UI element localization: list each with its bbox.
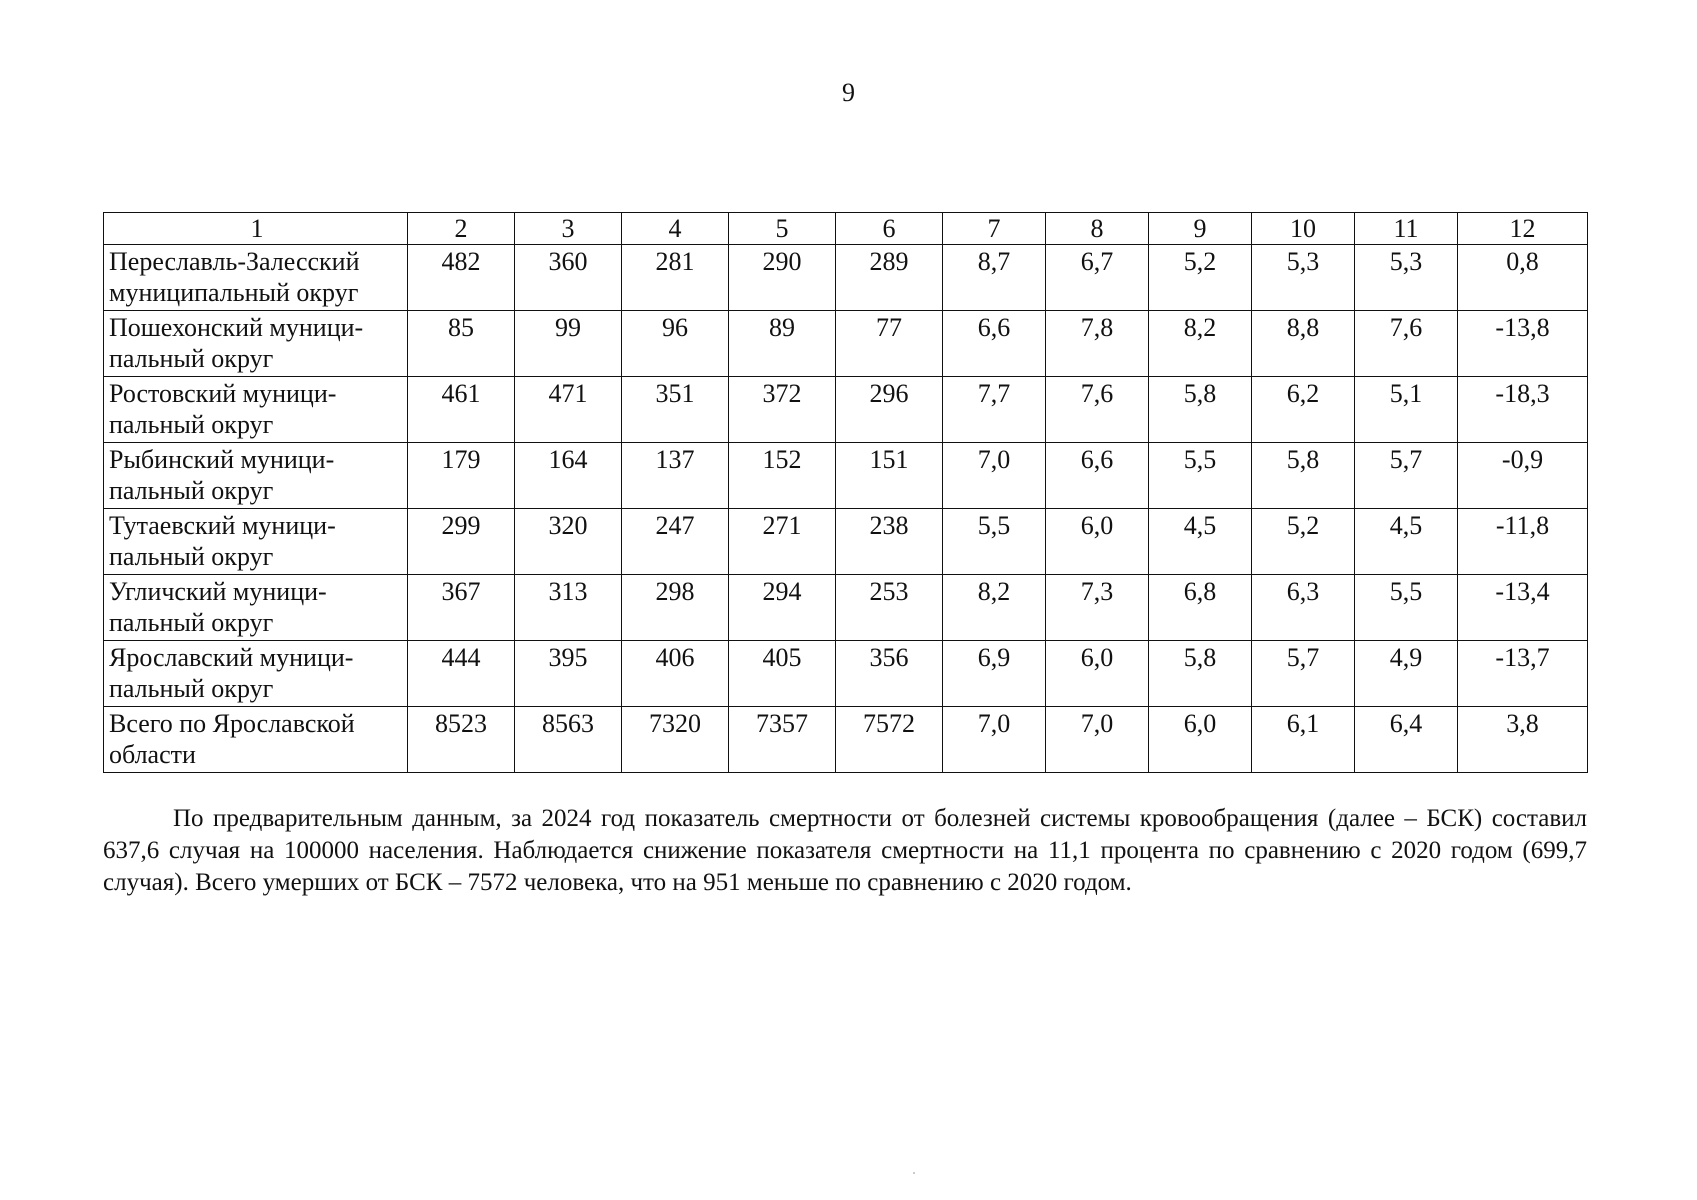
district-name-line: пальный округ [109,476,274,505]
value-cell: 151 [836,443,943,509]
table-header-row [104,213,1588,245]
value-cell: 5,5 [1149,443,1252,509]
value-cell: 7,6 [1355,311,1458,377]
district-name-cell [104,311,408,377]
value-cell: 281 [622,245,729,311]
value-cell: 6,0 [1046,509,1149,575]
value-cell: 5,1 [1355,377,1458,443]
value-cell: 7,0 [1046,707,1149,773]
value-cell: 6,4 [1355,707,1458,773]
value-cell: 6,6 [1046,443,1149,509]
value-cell: 7572 [836,707,943,773]
value-cell: 5,7 [1355,443,1458,509]
value-cell: 296 [836,377,943,443]
value-cell: 96 [622,311,729,377]
value-cell: 6,7 [1046,245,1149,311]
value-cell: 89 [729,311,836,377]
district-name-line: Тутаевский муници- [109,511,336,540]
value-cell: 7,6 [1046,377,1149,443]
value-cell: 5,2 [1149,245,1252,311]
value-cell: 320 [515,509,622,575]
value-cell: 294 [729,575,836,641]
value-cell: -0,9 [1458,443,1588,509]
value-cell: 395 [515,641,622,707]
column-number-header: 4 [622,213,729,245]
district-name-line: пальный округ [109,344,274,373]
value-cell: 5,5 [943,509,1046,575]
value-cell: 471 [515,377,622,443]
value-cell: 3,8 [1458,707,1588,773]
column-number-header: 3 [515,213,622,245]
value-cell: 8563 [515,707,622,773]
district-name-cell [104,443,408,509]
value-cell: 313 [515,575,622,641]
district-name-line: пальный округ [109,410,274,439]
value-cell: 5,8 [1149,377,1252,443]
value-cell: 6,0 [1046,641,1149,707]
column-number-header: 8 [1046,213,1149,245]
district-name-line: муниципальный округ [109,278,359,307]
column-number-header: 9 [1149,213,1252,245]
column-number-header: 10 [1252,213,1355,245]
value-cell: 5,3 [1355,245,1458,311]
district-name-cell [104,575,408,641]
value-cell: 5,3 [1252,245,1355,311]
value-cell: 461 [408,377,515,443]
value-cell: 360 [515,245,622,311]
page-number: 9 [842,78,855,107]
value-cell: 271 [729,509,836,575]
column-number-header: 1 [104,213,408,245]
value-cell: 7320 [622,707,729,773]
column-number-header: 7 [943,213,1046,245]
table-row [104,443,1588,509]
value-cell: 179 [408,443,515,509]
value-cell: 85 [408,311,515,377]
value-cell: 8,8 [1252,311,1355,377]
value-cell: 247 [622,509,729,575]
district-name-line: пальный округ [109,608,274,637]
column-number-header: 2 [408,213,515,245]
value-cell: 6,1 [1252,707,1355,773]
column-number-header: 5 [729,213,836,245]
district-name-cell [104,707,408,773]
value-cell: 8,2 [1149,311,1252,377]
value-cell: 99 [515,311,622,377]
value-cell: 238 [836,509,943,575]
value-cell: -13,4 [1458,575,1588,641]
value-cell: 290 [729,245,836,311]
value-cell: 5,8 [1149,641,1252,707]
value-cell: 8,7 [943,245,1046,311]
district-name-line: Угличский муници- [109,577,327,606]
district-name-line: Рыбинский муници- [109,445,335,474]
value-cell: 8,2 [943,575,1046,641]
district-name-cell [104,641,408,707]
column-number-header: 12 [1458,213,1588,245]
table-row [104,245,1588,311]
value-cell: -13,7 [1458,641,1588,707]
value-cell: 7357 [729,707,836,773]
district-name-line: пальный округ [109,674,274,703]
district-name-cell [104,509,408,575]
district-name-cell [104,377,408,443]
value-cell: 7,7 [943,377,1046,443]
value-cell: 5,5 [1355,575,1458,641]
value-cell: 137 [622,443,729,509]
value-cell: 152 [729,443,836,509]
value-cell: 77 [836,311,943,377]
table-row [104,575,1588,641]
district-name-line: Пошехонский муници- [109,313,364,342]
value-cell: 253 [836,575,943,641]
value-cell: 5,2 [1252,509,1355,575]
value-cell: 406 [622,641,729,707]
district-name-line: Переславль-Залесский [109,247,360,276]
value-cell: 7,0 [943,443,1046,509]
value-cell: 0,8 [1458,245,1588,311]
district-name-cell [104,245,408,311]
value-cell: 289 [836,245,943,311]
table-row [104,707,1588,773]
column-number-header: 11 [1355,213,1458,245]
summary-paragraph: По предварительным данным, за 2024 год показатель смертности от болезней системы кровообращения (далее – БСК) составил 637,6 случая на 100000 населения. Наблюдается снижение показателя смертности на 11,1 процента по сравнению с 2020 годом (699,7 случая). Всего умерших от БСК – 7572 человека, что на 951 меньше по сравнению с 2020 годом. [103,805,1587,896]
value-cell: 367 [408,575,515,641]
value-cell: -11,8 [1458,509,1588,575]
scan-speck [913,1172,915,1174]
table-row [104,509,1588,575]
statistics-table-container [103,212,1587,773]
value-cell: 164 [515,443,622,509]
value-cell: 4,9 [1355,641,1458,707]
statistics-table [103,212,1588,773]
value-cell: 5,8 [1252,443,1355,509]
value-cell: 6,0 [1149,707,1252,773]
value-cell: -13,8 [1458,311,1588,377]
table-row [104,641,1588,707]
value-cell: 351 [622,377,729,443]
value-cell: 7,8 [1046,311,1149,377]
value-cell: 6,3 [1252,575,1355,641]
value-cell: 8523 [408,707,515,773]
value-cell: 405 [729,641,836,707]
value-cell: 7,3 [1046,575,1149,641]
column-number-header: 6 [836,213,943,245]
value-cell: 298 [622,575,729,641]
district-name-line: Ярославский муници- [109,643,354,672]
district-name-line: Всего по Ярославской [109,709,355,738]
table-row [104,311,1588,377]
district-name-line: пальный округ [109,542,274,571]
value-cell: 4,5 [1355,509,1458,575]
value-cell: 6,2 [1252,377,1355,443]
value-cell: -18,3 [1458,377,1588,443]
district-name-line: Ростовский муници- [109,379,337,408]
table-row [104,377,1588,443]
district-name-line: области [109,740,196,769]
value-cell: 6,8 [1149,575,1252,641]
value-cell: 356 [836,641,943,707]
value-cell: 6,6 [943,311,1046,377]
value-cell: 6,9 [943,641,1046,707]
value-cell: 482 [408,245,515,311]
value-cell: 5,7 [1252,641,1355,707]
value-cell: 299 [408,509,515,575]
value-cell: 4,5 [1149,509,1252,575]
value-cell: 372 [729,377,836,443]
value-cell: 444 [408,641,515,707]
value-cell: 7,0 [943,707,1046,773]
